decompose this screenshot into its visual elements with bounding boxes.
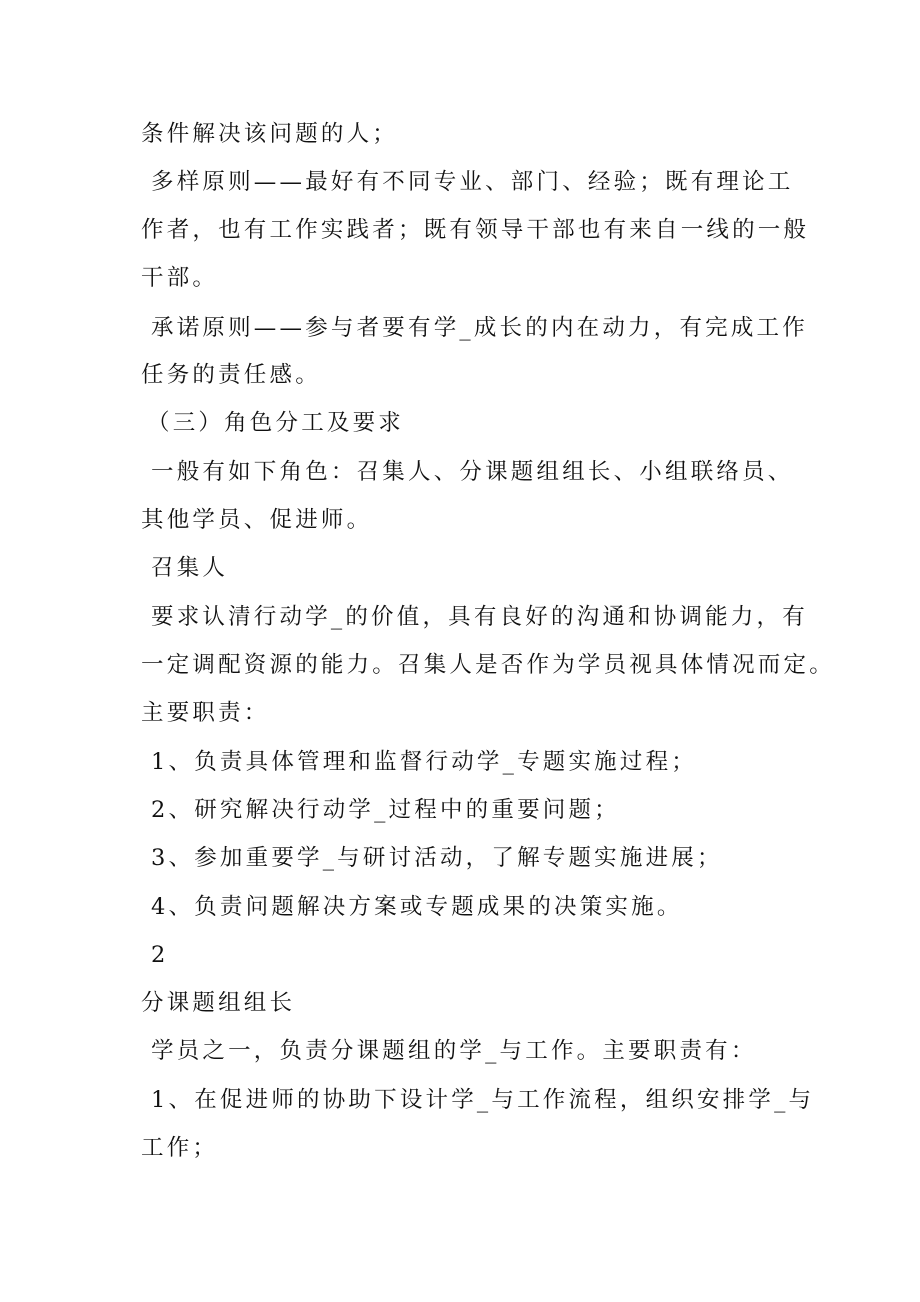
text-line: 要求认清行动学_的价值，具有良好的沟通和协调能力，有 — [151, 604, 808, 630]
list-item: 1、负责具体管理和监督行动学_专题实施过程； — [151, 749, 697, 775]
subsection-heading: 分课题组组长 — [141, 990, 296, 1016]
list-item: 4、负责问题解决方案或专题成果的决策实施。 — [151, 894, 683, 920]
text-line: 干部。 — [141, 265, 219, 291]
text-line: 多样原则——最好有不同专业、部门、经验；既有理论工 — [151, 169, 794, 195]
list-item: 1、在促进师的协助下设计学_与工作流程，组织安排学_与 — [151, 1087, 815, 1113]
text-line: 一定调配资源的能力。召集人是否作为学员视具体情况而定。 — [141, 652, 835, 678]
subsection-heading: 召集人 — [151, 555, 229, 581]
text-line: 任务的责任感。 — [141, 362, 321, 388]
text-line: 其他学员、促进师。 — [141, 507, 373, 533]
text-line: 条件解决该问题的人； — [141, 121, 399, 147]
section-heading: （三）角色分工及要求 — [147, 410, 405, 436]
text-line: 主要职责： — [141, 700, 270, 726]
text-line: 作者，也有工作实践者；既有领导干部也有来自一线的一般 — [141, 217, 810, 243]
text-line: 学员之一，负责分课题组的学_与工作。主要职责有： — [151, 1038, 757, 1064]
list-item: 3、参加重要学_与研讨活动，了解专题实施进展； — [151, 845, 723, 871]
text-line: 工作； — [141, 1135, 219, 1161]
text-line: 2 — [151, 942, 169, 968]
list-item: 2、研究解决行动学_过程中的重要问题； — [151, 797, 620, 823]
text-line: 承诺原则——参与者要有学_成长的内在动力，有完成工作 — [151, 315, 808, 341]
text-line: 一般有如下角色：召集人、分课题组组长、小组联络员、 — [151, 459, 794, 485]
